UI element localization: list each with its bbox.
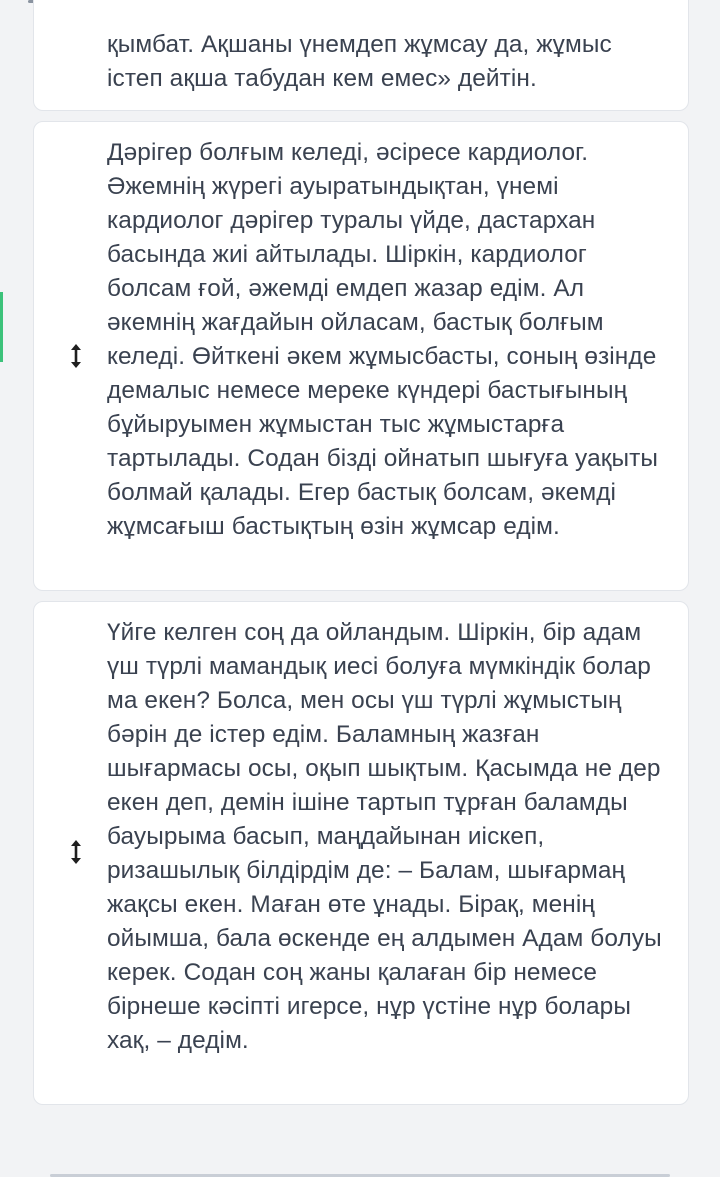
card-text: Дәрігер болғым келеді, әсіресе кардиолог. Әжемнің жүрегі ауыратындықтан, үнемі кардиолог дәрігер туралы үйде, дастархан басында жиі айтылады. Шіркін, кардиолог болсам ғой, әжемді емдеп жазар едім. Ал әкемнің жағдайын ойласам, бастық болғым келеді. Өйткені әкем жұмысбасты, соның өзінде демалыс немесе мереке күндері бастығының бұйыруымен жұмыстан тыс жұмыстарға тартылады. Содан бізді ойнатып шығуға уақыты болмай қалады. Егер бастық болсам, әкемді жұмсағыш бастықтың өзін жұмсар едім. xyxy=(107,139,659,540)
vertical-resize-arrow-icon[interactable] xyxy=(65,837,87,867)
draggable-text-card-3[interactable] xyxy=(33,601,689,1105)
side-accent-bar xyxy=(0,292,3,362)
card-text: қымбат. Ақшаны үнемдеп жұмсау да, жұмыс істеп ақша табудан кем емес» дейтін. xyxy=(107,31,612,92)
draggable-text-card-1[interactable] xyxy=(33,0,689,111)
draggable-text-card-2[interactable] xyxy=(33,121,689,591)
card-text: Үйге келген соң да ойландым. Шіркін, бір адам үш түрлі мамандық иесі болуға мүмкіндік болар ма екен? Болса, мен осы үш түрлі жұмыстың бәрін де істер едім. Баламның жазған шығармасы осы, оқып шықтым. Қасымда не дер екен деп, демін ішіне тартып тұрған баламды бауырыма басып, маңдайынан иіскеп, ризашылық білдірдім де: – Балам, шығармаң жақсы екен. Маған өте ұнады. Бірақ, менің ойымша, бала өскенде ең алдымен Адам болуы керек. Содан соң жаны қалаған бір немесе бірнеше кәсіпті игерсе, нұр үстіне нұр болары хақ, – дедім. xyxy=(107,619,662,1054)
vertical-resize-arrow-icon[interactable] xyxy=(65,341,87,371)
